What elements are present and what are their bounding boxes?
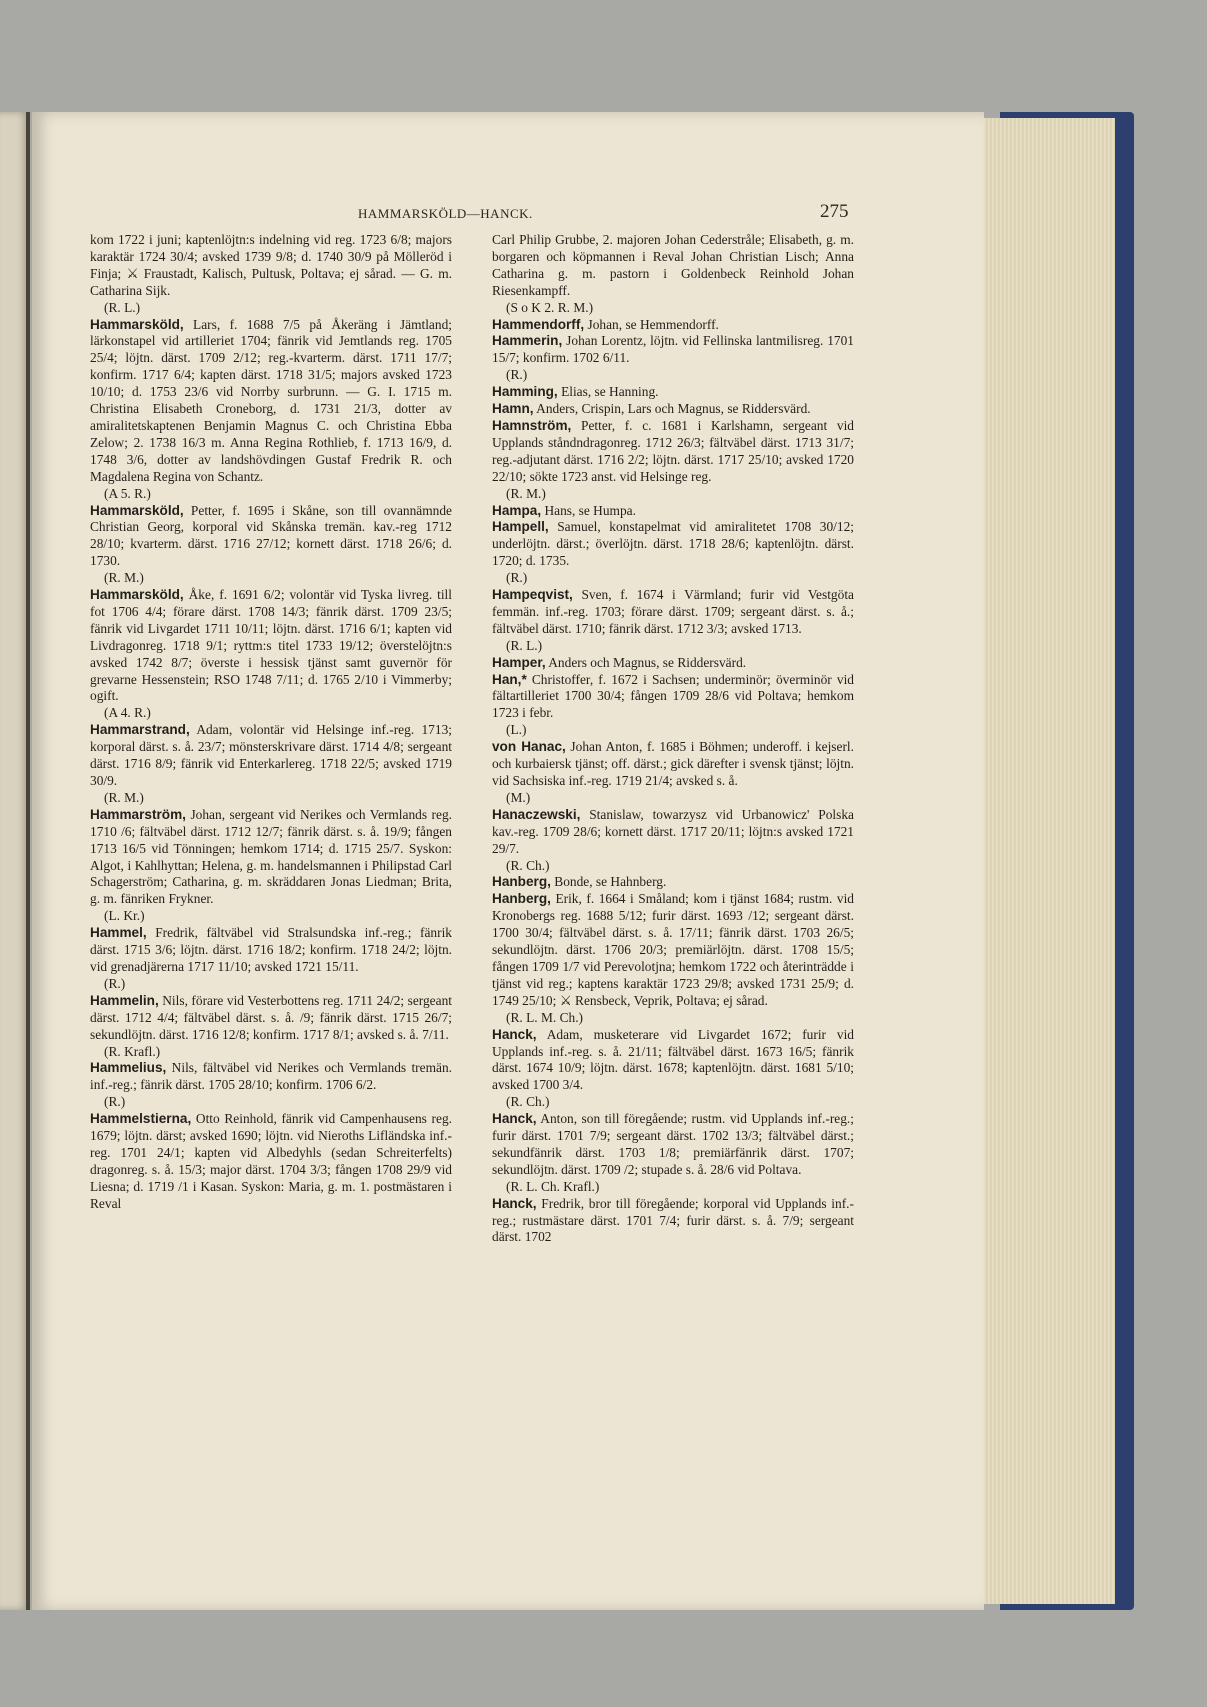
entry-name: Hampell, xyxy=(492,519,549,535)
dictionary-entry xyxy=(492,317,854,334)
entry-source: (R.) xyxy=(104,975,126,991)
entry-name: Hanberg, xyxy=(492,874,551,890)
entry-name: Hanck, xyxy=(492,1026,537,1042)
dictionary-entry xyxy=(492,1196,854,1247)
entry-text: Anton, son till föregående; rustm. vid Upplands inf.-reg.; furir därst. 1701 7/9; sergeant därst. 1702 13/3; fältväbel därst.; sekundfänrik därst. 1703 1/8; premiärfänrik därst. 1707; sekundlöjtn. därst. 1709 /2; stupade s. å. 28/6 vid Poltava. xyxy=(492,1111,854,1177)
entry-name: Hammarsköld, xyxy=(90,587,184,603)
entry-name: Hammarstrand, xyxy=(90,722,190,738)
entry-name: Hammelius, xyxy=(90,1060,167,1076)
entry-text: Anders och Magnus, se Riddersvärd. xyxy=(545,654,747,670)
entry-source: (R.) xyxy=(104,1094,126,1110)
entry-text: Anders, Crispin, Lars och Magnus, se Riddersvärd. xyxy=(533,401,811,417)
entry-text: Johan Anton, f. 1685 i Böhmen; underoff. i kejserl. och kurbaiersk tjänst; off. därst.; gick därefter i svensk tjänst; löjtn. vid Sachsiska inf.-reg. 1719 21/4; avsked s. å. xyxy=(492,739,854,788)
dictionary-entry xyxy=(492,384,854,401)
dictionary-entry xyxy=(492,519,854,587)
entry-name: Hanck, xyxy=(492,1111,537,1127)
dictionary-entry xyxy=(492,874,854,891)
entry-source: (R. Ch.) xyxy=(506,1094,550,1110)
entry-text: Petter, f. c. 1681 i Karlshamn, sergeant vid Upplands ståndndragonreg. 1712 26/3; fältväbel därst. 1713 31/7; reg.-adjutant därst. 1716 2/2; löjtn. därst. 1717 25/10; avsked 1720 22/10; sökte 1723 anst. vid Helsinge reg. xyxy=(492,417,854,484)
entry-name: Hammelstierna, xyxy=(90,1111,192,1127)
entry-text: Johan, sergeant vid Nerikes och Vermlands reg. 1710 /6; fältväbel därst. 1712 12/7; fänrik därst. s. å. 19/9; fången 1713 16/5 vid Tönningen; hemkom 1714; d. 1715 25/7. Syskon: Algot, i Kahlhyttan; Helena, g. m. handelsmannen i Philipstad Carl Schagerström; Catharina, g. m. skräddaren Jonas Liedman; Brita, g. m. fänriken Frykner. xyxy=(90,806,452,907)
entry-source: (R. L.) xyxy=(506,637,543,653)
entry-text: Adam, musketerare vid Livgardet 1672; furir vid Upplands inf.-reg. s. å. 21/11; fältväbel därst. 1673 16/5; fänrik därst. 1674 10/9; löjtn. därst. 1678; kaptenlöjtn. därst. 1681 5/10; avsked 1700 3/4. xyxy=(492,1026,854,1093)
dictionary-entry xyxy=(90,232,452,317)
page-number: 275 xyxy=(820,201,849,222)
entry-source: (R. M.) xyxy=(506,485,546,501)
dictionary-entry xyxy=(492,739,854,807)
dictionary-entry xyxy=(90,722,452,807)
right-column xyxy=(492,232,854,1602)
entry-source: (R. L. M. Ch.) xyxy=(506,1009,583,1025)
entry-text: Lars, f. 1688 7/5 på Åkeräng i Jämtland; lärkonstapel vid artilleriet 1704; fänrik vid Jemtlands reg. 1705 25/4; löjtn. därst. 1709 2/12; reg.-kvarterm. därst. 1711 17/7; konfirm. 1717 6/4; kapten därst. 1718 31/5; majors avsked 1723 10/10; d. 1753 23/6 vid Norrby surbrunn. — G. I. 1715 m. Christina Elisabeth Croneborg, d. 1731 21/3, dotter av amiralitetskaptenen Benjamin Magnus C. och Christina Ebba Zelow; 2. 1738 16/3 m. Anna Regina Rothlieb, f. 1713 16/9, d. 1748 3/6, dotter av landshövdingen Gustaf Fredrik R. och Magdalena Regina von Schantz. xyxy=(90,316,452,484)
dictionary-entry xyxy=(492,1111,854,1196)
entry-source: (A 5. R.) xyxy=(104,485,151,501)
dictionary-entry xyxy=(492,807,854,875)
entry-name: Hanck, xyxy=(492,1195,537,1211)
dictionary-entry xyxy=(90,1060,452,1111)
entry-source: (L. Kr.) xyxy=(104,908,145,924)
dictionary-entry xyxy=(492,232,854,317)
entry-text: Hans, se Humpa. xyxy=(541,502,636,518)
entry-text: Sven, f. 1674 i Värmland; furir vid Vestgöta femmän. inf.-reg. 1703; förare därst. 1709; sergeant därst. s. å.; fältväbel därst. 1710; fänrik därst. 1712 3/3; avsked 1713. xyxy=(492,587,854,636)
entry-source: (R. Krafl.) xyxy=(104,1043,161,1059)
entry-text: Nils, fältväbel vid Nerikes och Vermlands tremän. inf.-reg.; fänrik därst. 1705 28/10; konfirm. 1706 6/2. xyxy=(90,1060,452,1093)
dictionary-entry xyxy=(492,672,854,740)
entry-text: Fredrik, bror till föregående; korporal vid Upplands inf.-reg.; rustmästare därst. 1701 7/4; furir därst. s. å. 7/9; sergeant därst. 1702 xyxy=(492,1195,854,1245)
entry-text: Fredrik, fältväbel vid Stralsundska inf.-reg.; fänrik därst. 1715 3/6; löjtn. därst. 1716 18/2; konfirm. 1718 24/2; löjtn. vid grenadjärerna 1717 11/10; avsked 1721 15/11. xyxy=(90,925,452,974)
entry-source: (R. Ch.) xyxy=(506,857,550,873)
entry-text: Elias, se Hanning. xyxy=(557,384,659,400)
entry-source: (M.) xyxy=(506,789,531,805)
entry-source: (R. L.) xyxy=(104,299,141,315)
entry-text: Christoffer, f. 1672 i Sachsen; underminör; överminör vid fältartilleriet 1700 30/4; fången 1709 28/6 vid Poltava; hemkom 1723 i febr. xyxy=(492,671,854,721)
dictionary-entry xyxy=(90,993,452,1061)
dictionary-entry xyxy=(492,655,854,672)
entry-source: (R. M.) xyxy=(104,570,144,586)
entry-text: Samuel, konstapelmat vid amiralitetet 1708 30/12; underlöjtn. därst.; överlöjtn. därst. 1718 28/6; kaptenlöjtn. därst. 1720; d. 1735. xyxy=(492,519,854,569)
entry-name: Hamming, xyxy=(492,384,558,400)
entry-name: Hamper, xyxy=(492,654,546,670)
entry-text: Johan, se Hemmendorff. xyxy=(584,316,719,332)
dictionary-entry xyxy=(90,1111,452,1212)
entry-source: (L.) xyxy=(506,722,527,738)
entry-name: Hammarsköld, xyxy=(90,502,184,518)
entry-text: Adam, volontär vid Helsinge inf.-reg. 1713; korporal därst. s. å. 23/7; mönsterskrivare därst. 1714 4/8; sergeant därst. 1716 8/9; fänrik vid Enterkarlereg. 1718 22/5; avsked 1719 30/9. xyxy=(90,722,452,788)
page-edges xyxy=(980,118,1115,1604)
dictionary-entry xyxy=(90,807,452,925)
dictionary-entry xyxy=(492,503,854,520)
entry-name: Hammendorff, xyxy=(492,316,585,332)
entry-name: Hampeqvist, xyxy=(492,587,573,603)
dictionary-entry xyxy=(492,587,854,655)
entry-name: Hammarström, xyxy=(90,806,186,822)
dictionary-entry xyxy=(492,891,854,1026)
entry-text: Johan Lorentz, löjtn. vid Fellinska lantmilisreg. 1701 15/7; konfirm. 1702 6/11. xyxy=(492,333,854,366)
entry-name: Hammelin, xyxy=(90,992,159,1008)
dictionary-entry xyxy=(90,925,452,993)
dictionary-entry xyxy=(90,317,452,503)
dictionary-entry xyxy=(90,587,452,722)
entry-name: Hammerin, xyxy=(492,333,563,349)
entry-name: Hanaczewski, xyxy=(492,806,581,822)
entry-text: Carl Philip Grubbe, 2. majoren Johan Cederstråle; Elisabeth, g. m. borgaren och köpmannen i Reval Johan Christian Lisch; Anna Catharina g. m. pastorn i Goldenbeck Reinhold Johan Riesenkampff. xyxy=(492,232,854,298)
entry-name: Hanberg, xyxy=(492,891,551,907)
entry-name: Hamnström, xyxy=(492,417,572,433)
entry-name: Hammel, xyxy=(90,925,147,941)
dictionary-entry xyxy=(492,418,854,503)
entry-name: Hamn, xyxy=(492,401,534,417)
dictionary-entry xyxy=(492,1027,854,1112)
left-column xyxy=(90,232,452,1602)
entry-source: (R.) xyxy=(506,570,528,586)
entry-source: (S o K 2. R. M.) xyxy=(506,299,594,315)
dictionary-entry xyxy=(492,333,854,384)
entry-source: (R. M.) xyxy=(104,789,144,805)
entry-name: Han,* xyxy=(492,671,527,687)
entry-name: Hampa, xyxy=(492,502,542,518)
entry-text: kom 1722 i juni; kaptenlöjtn:s indelning vid reg. 1723 6/8; majors karaktär 1724 30/4; avsked 1739 9/8; d. 1740 30/9 på Mölleröd i Finja; ⚔ Fraustadt, Kalisch, Pultusk, Poltava; ej sårad. — G. m. Catharina Sijk. xyxy=(90,232,452,298)
entry-source: (A 4. R.) xyxy=(104,705,151,721)
left-page-edge xyxy=(0,112,30,1610)
entry-name: Hammarsköld, xyxy=(90,316,184,332)
dictionary-entry xyxy=(90,503,452,588)
dictionary-entry xyxy=(492,401,854,418)
entry-text: Bonde, se Hahnberg. xyxy=(550,874,667,890)
entry-source: (R.) xyxy=(506,367,528,383)
entry-name: von Hanac, xyxy=(492,739,566,755)
entry-text: Nils, förare vid Vesterbottens reg. 1711 24/2; sergeant därst. 1712 4/4; fältväbel därst. s. å. /9; fänrik därst. 1715 26/7; sekundlöjtn. därst. 1716 12/8; konfirm. 1717 8/1; avsked s. å. 7/11. xyxy=(90,992,452,1042)
entry-text: Petter, f. 1695 i Skåne, son till ovannämnde Christian Georg, korporal vid Skånska tremän. kav.-reg 1712 28/10; kvarterm. därst. 1716 27/12; kornett därst. 1718 26/6; d. 1730. xyxy=(90,502,452,569)
entry-text: Åke, f. 1691 6/2; volontär vid Tyska livreg. till fot 1706 4/4; förare därst. 1708 14/3; fänrik därst. 1709 23/5; fänrik vid Livgardet 1711 10/11; löjtn. därst. 1716 6/1; kapten vid Livdragonreg. 1718 9/1; ryttm:s titel 1733 19/12; överstelöjtn:s avsked 1742 8/7; överste i hessisk tjänst samt guvernör för grevarne Hessenstein; RSO 1748 7/11; d. 1765 2/10 i Vimmerby; ogift. xyxy=(90,587,452,704)
entry-text: Stanislaw, towarzysz vid Urbanowicz' Polska kav.-reg. 1709 28/6; kornett därst. 1717 20/11; löjtn:s avsked 1721 29/7. xyxy=(492,806,854,856)
running-head: HAMMARSKÖLD—HANCK. xyxy=(358,206,533,221)
entry-text: Otto Reinhold, fänrik vid Campenhausens reg. 1679; löjtn. därst; avsked 1690; löjtn. vid Nieroths Lifländska inf.-reg. 1701 24/1; kapten vid Albedyhls (sedan Schreiterfelts) dragonreg. s. å. 15/3; major därst. 1704 3/3; fången 1708 29/9 vid Liesna; d. 1719 /1 i Kasan. Syskon: Maria, g. m. 1. postmästaren i Reval xyxy=(90,1111,452,1211)
entry-source: (R. L. Ch. Krafl.) xyxy=(506,1178,600,1194)
entry-text: Erik, f. 1664 i Småland; kom i tjänst 1684; rustm. vid Kronobergs reg. 1688 5/12; furir därst. 1693 /12; sergeant därst. 1700 30/4; fältväbel därst. s. å. 17/11; fänrik därst. 1703 26/5; sekundlöjtn. därst. 1706 20/3; premiärlöjtn. därst. 1708 15/5; fången 1709 1/7 vid Perevolotjna; hemkom 1722 och återinträdde i tjänst vid reg.; kaptens karaktär 1723 29/8; avsked 1731 25/9; d. 1749 25/10; ⚔ Rensbeck, Veprik, Poltava; ej sårad. xyxy=(492,891,854,1008)
